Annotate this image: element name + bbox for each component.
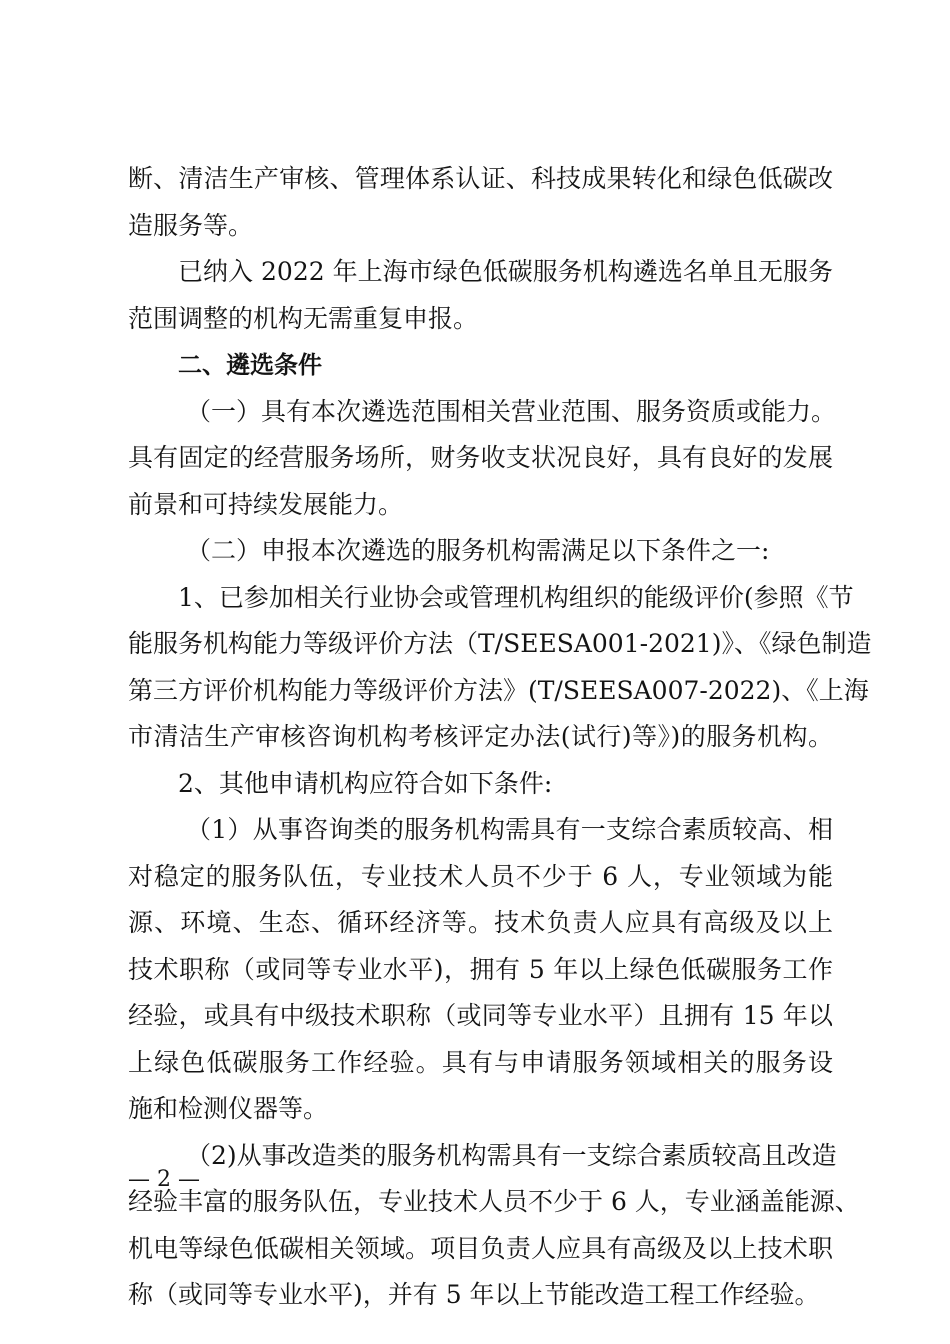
paragraph-line: 范围调整的机构无需重复申报。 bbox=[128, 303, 479, 333]
paragraph-line: 经验，或具有中级技术职称（或同等专业水平）且拥有 15 年以 bbox=[128, 1001, 833, 1030]
paragraph-line: 断、清洁生产审核、管理体系认证、科技成果转化和绿色低碳改 bbox=[128, 164, 833, 193]
paragraph-line: 1、已参加相关行业协会或管理机构组织的能级评价(参照《节 bbox=[178, 582, 854, 612]
paragraph-line: （二）申报本次遴选的服务机构需满足以下条件之一: bbox=[186, 536, 770, 565]
paragraph-line: 技术职称（或同等专业水平)，拥有 5 年以上绿色低碳服务工作 bbox=[128, 954, 833, 984]
paragraph-line: 经验丰富的服务队伍，专业技术人员不少于 6 人，专业涵盖能源、 bbox=[128, 1187, 860, 1216]
section-heading: 二、遴选条件 bbox=[178, 351, 322, 379]
page-number: — 2 — bbox=[128, 1167, 200, 1192]
paragraph-line: 造服务等。 bbox=[128, 210, 254, 240]
paragraph-line: 市清洁生产审核咨询机构考核评定办法(试行)等》)的服务机构。 bbox=[128, 722, 833, 751]
paragraph-line: 源、环境、生态、循环经济等。技术负责人应具有高级及以上 bbox=[128, 908, 833, 937]
paragraph-line: 第三方评价机构能力等级评价方法》(T/SEESA007-2022)、《上海 bbox=[128, 675, 869, 705]
paragraph-line: 具有固定的经营服务场所，财务收支状况良好，具有良好的发展 bbox=[128, 443, 833, 472]
paragraph-line: （2)从事改造类的服务机构需具有一支综合素质较高且改造 bbox=[186, 1140, 837, 1170]
paragraph-line: 能服务机构能力等级评价方法（T/SEESA001-2021)》、《绿色制造 bbox=[128, 629, 872, 658]
paragraph-line: （一）具有本次遴选范围相关营业范围、服务资质或能力。 bbox=[186, 396, 837, 426]
paragraph-line: 前景和可持续发展能力。 bbox=[128, 489, 404, 519]
paragraph-line: 机电等绿色低碳相关领域。项目负责人应具有高级及以上技术职 bbox=[128, 1233, 833, 1263]
paragraph-line: （1）从事咨询类的服务机构需具有一支综合素质较高、相 bbox=[186, 815, 833, 844]
paragraph-line: 上绿色低碳服务工作经验。具有与申请服务领域相关的服务设 bbox=[128, 1047, 833, 1077]
paragraph-line: 对稳定的服务队伍，专业技术人员不少于 6 人，专业领域为能 bbox=[128, 861, 833, 891]
paragraph-line: 称（或同等专业水平)，并有 5 年以上节能改造工程工作经验。 bbox=[128, 1280, 820, 1309]
paragraph-line: 施和检测仪器等。 bbox=[128, 1094, 329, 1123]
body-text bbox=[128, 156, 872, 1319]
paragraph-line: 已纳入 2022 年上海市绿色低碳服务机构遴选名单且无服务 bbox=[178, 257, 833, 286]
paragraph-line: 2、其他申请机构应符合如下条件: bbox=[178, 768, 553, 798]
